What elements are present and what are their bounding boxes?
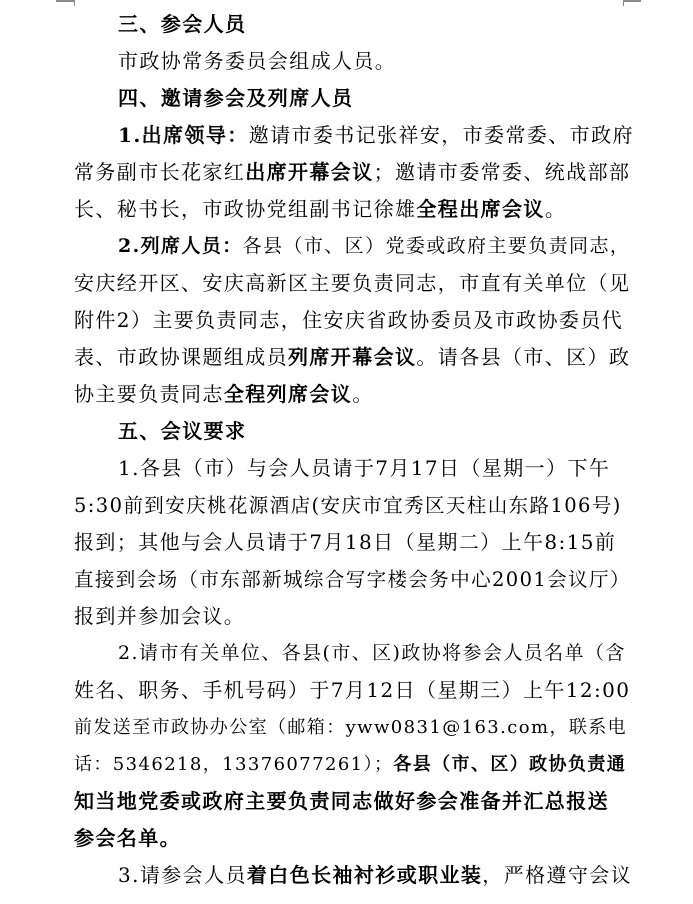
page-corner-mark-left	[56, 0, 74, 2]
attend-leaders-line-1	[74, 117, 634, 154]
attend-leaders-text-3c: 。	[544, 197, 567, 221]
requirement-1-line-1: 1.各县（市）与会人员请于7月17日（星期一）下午	[118, 456, 611, 480]
requirement-2-line-6: 参会名单。	[74, 826, 181, 850]
attend-leaders-text-2a: 常务副市长花家红	[74, 160, 246, 184]
observers-line-5	[74, 376, 634, 413]
requirement-2-line-3: 前发送至市政协办公室（邮箱：yww0831@163.com，联系电	[74, 717, 628, 738]
observers-line-1	[74, 228, 634, 265]
observers-label: 2.列席人员：	[118, 235, 243, 257]
attend-leaders-text-1: 邀请市委书记张祥安，市委常委、市政府	[248, 123, 634, 147]
requirement-2-emphasis-a: 各县（市、区）政协负责通	[393, 754, 627, 775]
observers-text-4a: 表、市政协课题组成员	[74, 345, 288, 369]
observers-text-1: 各县（市、区）党委或政府主要负责同志，	[242, 235, 631, 257]
observers-text-5c: 。	[352, 382, 374, 406]
document-body	[74, 6, 634, 894]
requirement-2-line-5: 知当地党委或政府主要负责同志做好参会准备并汇总报送	[74, 789, 609, 813]
section-3-heading: 三、参会人员	[118, 12, 247, 36]
attend-leaders-text-3a: 长、秘书长，市政协党组副书记徐雄	[74, 197, 417, 221]
section-3-body: 市政协常务委员会组成人员。	[118, 49, 397, 73]
attend-leaders-text-2c: ；邀请市委常委、统战部部	[373, 160, 631, 184]
requirement-2-line-2: 姓名、职务、手机号码）于7月12日（星期三）上午12:00	[74, 678, 631, 702]
page-corner-mark-right	[623, 0, 641, 2]
attend-leaders-line-3	[74, 191, 634, 228]
observers-line-3: 附件2）主要负责同志，住安庆省政协委员及市政协委员代	[74, 308, 624, 332]
section-4-heading: 四、邀请参会及列席人员	[118, 86, 354, 110]
section-5-heading: 五、会议要求	[118, 419, 247, 443]
attend-leaders-emphasis-opening: 出席开幕会议	[245, 160, 374, 184]
observers-line-4	[74, 339, 634, 376]
requirement-3-line-1	[74, 857, 634, 894]
attend-leaders-emphasis-full: 全程出席会议	[416, 197, 545, 221]
requirement-2-contact-numbers: 话：5346218，13376077261）；	[74, 754, 394, 775]
requirement-1-line-4: 直接到会场（市东部新城综合写字楼会务中心2001会议厅）	[74, 568, 631, 591]
attend-leaders-label: 1.出席领导：	[118, 123, 249, 147]
observers-text-4c: 。请各县（市、区）政	[416, 345, 631, 369]
requirement-2-line-1: 2.请市有关单位、各县(市、区)政协将参会人员名单（含	[118, 642, 626, 664]
attend-leaders-line-2	[74, 154, 634, 191]
requirement-1-line-2: 5:30前到安庆桃花源酒店(安庆市宜秀区天柱山东路106号)	[74, 494, 622, 517]
observers-text-5a: 协主要负责同志	[74, 382, 224, 406]
observers-emphasis-full: 全程列席会议	[223, 382, 353, 406]
requirement-1-line-5: 报到并参加会议。	[74, 604, 246, 628]
requirement-3-emphasis-dress: 着白色长袖衬衫或职业装	[246, 863, 483, 887]
observers-line-2: 安庆经开区、安庆高新区主要负责同志，市直有关单位（见	[74, 271, 631, 295]
requirement-2-line-4	[74, 746, 634, 783]
observers-emphasis-opening: 列席开幕会议	[288, 345, 417, 369]
requirement-1-line-3: 报到；其他与会人员请于7月18日（星期二）上午8:15前	[74, 530, 617, 554]
requirement-3-text-a: 3.请参会人员	[118, 863, 247, 887]
requirement-3-text-c: ，严格遵守会议	[482, 863, 633, 887]
